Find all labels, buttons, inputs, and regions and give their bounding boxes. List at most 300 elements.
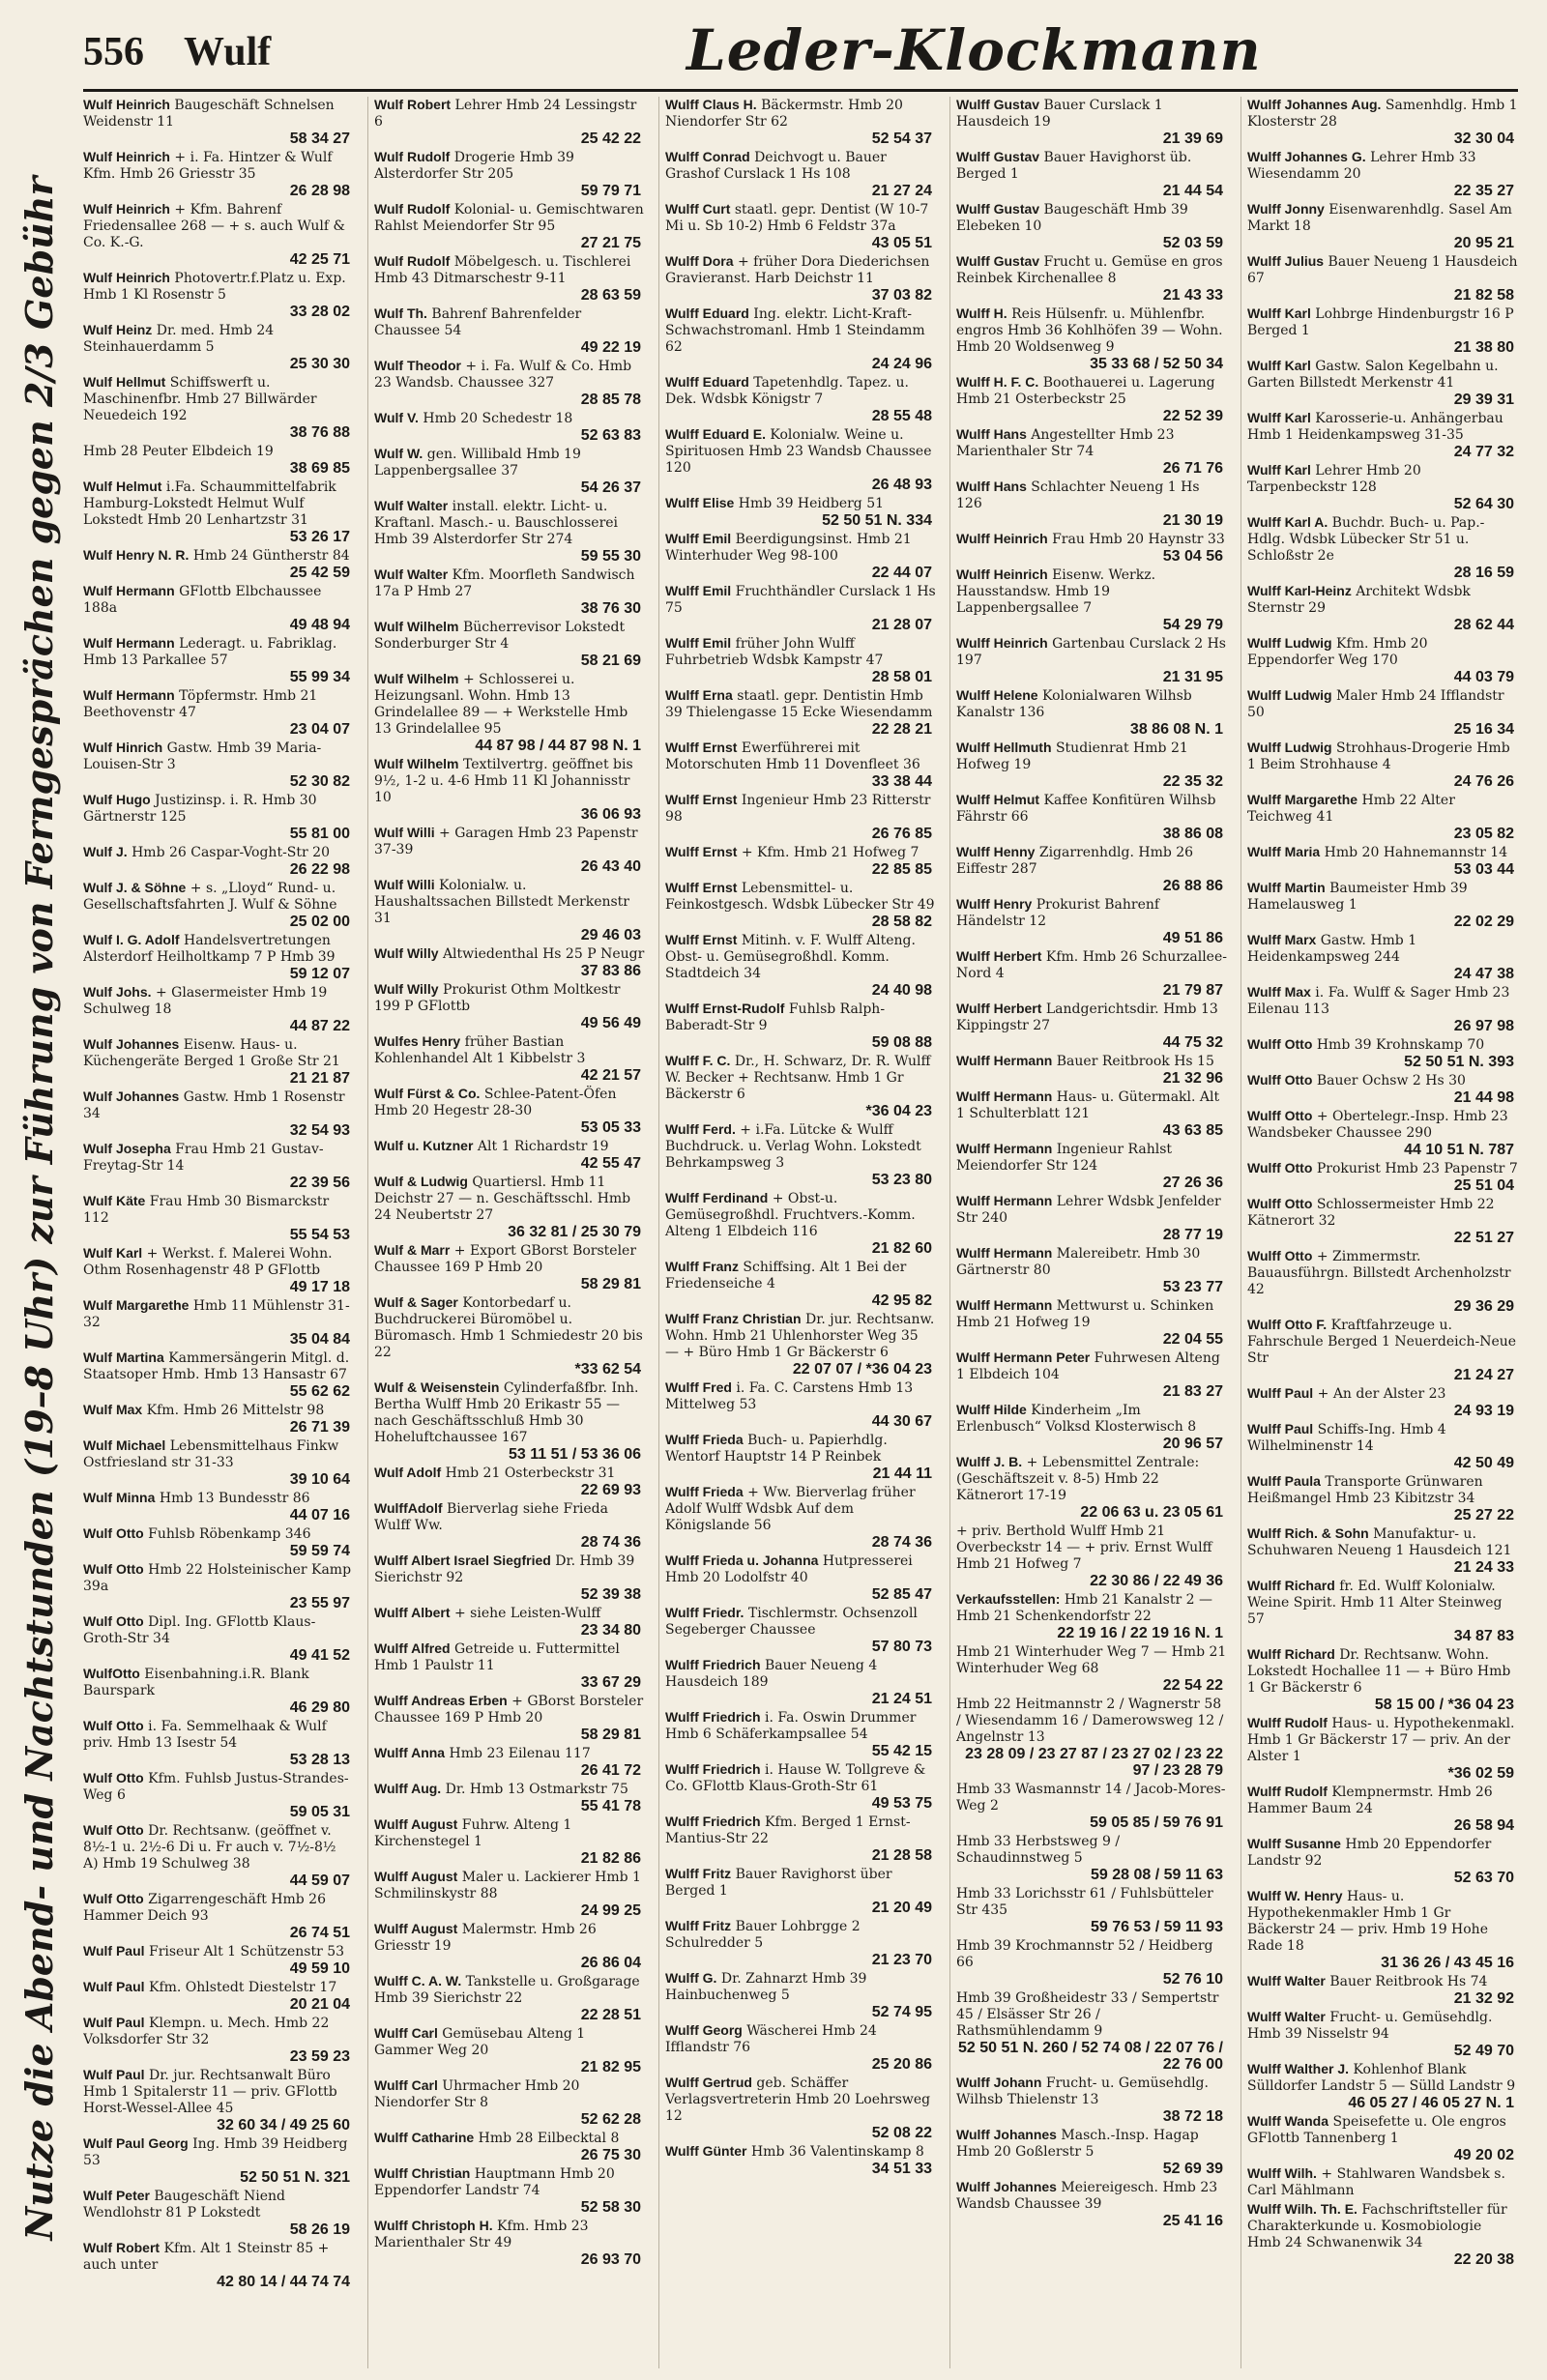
entry-phone: 21 32 96 <box>1162 1070 1223 1087</box>
directory-entry <box>374 1242 645 1292</box>
entry-phone: 44 03 79 <box>1453 669 1514 685</box>
entry-name: Wulff Anna <box>374 1745 446 1760</box>
entry-phone: 23 55 97 <box>289 1595 350 1611</box>
page-number: 556 <box>83 30 144 74</box>
directory-entry <box>665 1053 936 1119</box>
entry-name: Wulff Karl <box>1247 305 1311 321</box>
entry-phone: 42 55 47 <box>580 1155 641 1172</box>
entry-phone: 22 28 21 <box>871 721 932 738</box>
entry-phone: 54 26 37 <box>580 479 641 496</box>
directory-entry <box>956 948 1227 999</box>
entry-details: i.Fa. Schaummittelfabrik Hamburg-Lokstedt Helmut Wulf Lokstedt Hmb 20 Lenhartzstr 31 <box>83 479 336 528</box>
entry-name: Wulf Peter <box>83 2188 150 2203</box>
entry-details: Bauer Ochsw 2 Hs 30 <box>1312 1073 1466 1088</box>
directory-entry <box>374 2077 645 2128</box>
directory-entry <box>1247 1385 1518 1419</box>
entry-phone: 21 28 58 <box>871 1847 932 1864</box>
directory-entry <box>83 1822 354 1889</box>
entry-details: Dr. Hmb 13 Ostmarkstr 75 <box>441 1782 628 1797</box>
directory-entry <box>83 1088 354 1139</box>
directory-entry <box>83 984 354 1034</box>
entry-details: Haus- u. Gütermakl. Alt 1 Schulterblatt 121 <box>956 1089 1220 1121</box>
entry-name: Wulff Karl A. <box>1247 514 1328 530</box>
entry-name: Wulf Heinz <box>83 322 153 337</box>
entry-details: Kraftfahrzeuge u. Fahrschule Berged 1 Neuerdeich-Neue Str <box>1247 1318 1517 1366</box>
entry-name: Wulff Margarethe <box>1247 792 1358 807</box>
entry-name: Wulff Friedr. <box>665 1605 744 1620</box>
entry-details: Hmb 22 Heitmannstr 2 / Wagnerstr 58 / Wiesendamm 16 / Damerowsweg 12 / Angelnstr 13 <box>956 1697 1224 1745</box>
entry-details: Möbelgesch. u. Tischlerei Hmb 43 Ditmarschestr 9-11 <box>374 254 631 286</box>
entry-details: Hmb 39 Heidberg 51 <box>734 496 885 511</box>
entry-details: Dipl. Ing. GFlottb Klaus-Groth-Str 34 <box>83 1614 316 1646</box>
entry-phone: 25 16 34 <box>1453 721 1514 738</box>
entry-name: Wulff Hermann <box>956 1297 1053 1313</box>
entry-details: Dr. Rechtsanw. (geöffnet v. 8½-1 u. 2½-6 Di u. Fr auch v. 7½-8½ A) Hmb 19 Schulweg 38 <box>83 1823 336 1872</box>
directory-entry <box>83 1718 354 1768</box>
entry-phone: 44 75 32 <box>1162 1034 1223 1051</box>
entry-phone: 25 27 22 <box>1453 1507 1514 1524</box>
entry-name: Wulff Karl-Heinz <box>1247 583 1352 598</box>
entry-details: Gartenbau Curslack 2 Hs 197 <box>956 636 1226 668</box>
entry-name: Wulff August <box>374 1921 458 1936</box>
directory-entry <box>665 201 936 251</box>
column-5 <box>1241 97 1518 2368</box>
entry-details: + Stahlwaren Wandsbek s. Carl Mählmann <box>1247 2166 1505 2198</box>
entry-details: Meiereigesch. Hmb 23 Wandsb Chaussee 39 <box>956 2180 1218 2212</box>
entry-phone: 35 04 84 <box>289 1331 350 1348</box>
entry-name: Wulff Friedrich <box>665 1761 761 1777</box>
entry-phone: 58 29 81 <box>580 1727 641 1743</box>
entry-phone: 29 46 03 <box>580 927 641 943</box>
entry-name: Wulff Georg <box>665 2022 743 2038</box>
entry-details: Schlossermeister Hmb 22 Kätnerort 32 <box>1247 1197 1495 1229</box>
entry-details: GFlottb Elbchaussee 188a <box>83 584 322 616</box>
entry-details: + Lebensmittel Zentrale: (Geschäftszeit v. 8-5) Hmb 22 Kätnerort 17-19 <box>956 1455 1200 1503</box>
entry-details: Frau Hmb 20 Haynstr 33 <box>1047 532 1225 547</box>
entry-details: Kaffee Konfitüren Wilhsb Fährstr 66 <box>956 793 1216 825</box>
entry-phone: 52 39 38 <box>580 1586 641 1603</box>
entry-name: Wulff Günter <box>665 2143 747 2159</box>
entry-phone: 44 87 98 / 44 87 98 N. 1 <box>475 738 641 754</box>
directory-entry <box>1247 1473 1518 1524</box>
entry-details: Fuhrwesen Alteng 1 Elbdeich 104 <box>956 1350 1220 1382</box>
entry-phone: 42 80 14 / 44 74 74 <box>217 2274 350 2290</box>
entry-phone: 52 69 39 <box>1162 2161 1223 2177</box>
directory-entry <box>374 825 645 875</box>
entry-details: Mitinh. v. F. Wulff Alteng. Obst- u. Gemüsegroßhdl. Komm. Stadtdeich 34 <box>665 933 916 981</box>
directory-entry <box>374 149 645 199</box>
directory-entry <box>956 635 1227 685</box>
directory-entry <box>665 932 936 999</box>
directory-entry <box>83 1891 354 1941</box>
entry-name: Wulff Gustav <box>956 149 1040 164</box>
entry-details: Gastw. Hmb 39 Maria-Louisen-Str 3 <box>83 740 322 772</box>
entry-name: Wulff Richard <box>1247 1646 1335 1662</box>
entry-phone: 44 30 67 <box>871 1413 932 1430</box>
directory-entry <box>665 149 936 199</box>
entry-details: Dr. med. Hmb 24 Steinhauerdamm 5 <box>83 323 275 355</box>
entry-phone: 52 64 30 <box>1453 496 1514 512</box>
entry-details: Fruchthändler Curslack 1 Hs 75 <box>665 584 936 616</box>
entry-details: Mettwurst u. Schinken Hmb 21 Hofweg 19 <box>956 1298 1214 1330</box>
entry-name: Wulff Eduard <box>665 305 749 321</box>
entry-phone: 53 11 51 / 53 36 06 <box>508 1446 641 1463</box>
directory-entry <box>374 1379 645 1463</box>
directory-entry <box>956 1088 1227 1139</box>
directory-entry <box>1247 1973 1518 2007</box>
entry-details: Frucht- u. Gemüsehdlg. Wilhsb Thielenstr 13 <box>956 2075 1209 2107</box>
entry-phone: 23 59 23 <box>289 2048 350 2065</box>
entry-details: Wäscherei Hmb 24 Ifflandstr 76 <box>665 2023 877 2055</box>
directory-entry <box>1247 583 1518 633</box>
entry-name: Wulff Ludwig <box>1247 635 1332 651</box>
entry-phone: 54 29 79 <box>1162 617 1223 633</box>
entry-details: Hmb 21 Osterbeckstr 31 <box>441 1466 616 1481</box>
page-heading: Wulf <box>184 30 272 74</box>
entry-phone: 22 35 32 <box>1162 773 1223 790</box>
entry-phone: 38 86 08 N. 1 <box>1129 721 1223 738</box>
directory-entry <box>83 2067 354 2133</box>
directory-entry <box>665 305 936 372</box>
directory-entry <box>374 2218 645 2268</box>
entry-details: i. Hause W. Tollgreve & Co. GFlottb Klaus-Groth-Str 61 <box>665 1762 926 1794</box>
entry-phone: 53 03 44 <box>1453 861 1514 878</box>
directory-entry <box>374 1138 645 1172</box>
entry-phone: 55 54 53 <box>289 1227 350 1243</box>
entry-details: + Glasermeister Hmb 19 Schulweg 18 <box>83 985 328 1017</box>
entry-phone: 44 87 22 <box>289 1018 350 1034</box>
entry-name: Wulff Julius <box>1247 253 1325 269</box>
entry-details: Fuhlsb Ralph-Baberadt-Str 9 <box>665 1001 886 1033</box>
directory-entry <box>956 1297 1227 1348</box>
entry-phone: 55 41 78 <box>580 1798 641 1814</box>
entry-name: Wulf Hinrich <box>83 740 163 755</box>
entry-details: Tankstelle u. Großgarage Hmb 39 Sierichstr 22 <box>374 1974 640 2006</box>
directory-entry <box>956 531 1227 565</box>
entry-details: Frucht- u. Gemüsehdlg. Hmb 39 Nisselstr 94 <box>1247 2010 1493 2042</box>
entry-phone: 46 05 27 / 46 05 27 N. 1 <box>1348 2095 1514 2111</box>
entry-phone: 25 30 30 <box>289 356 350 372</box>
entry-details: früher Bastian Kohlenhandel Alt 1 Kibbelstr 3 <box>374 1034 586 1066</box>
directory-entry <box>83 583 354 633</box>
entry-details: Kfm. Ohlstedt Diestelstr 17 <box>144 1980 337 1995</box>
directory-entry <box>665 374 936 424</box>
directory-entry <box>1247 1836 1518 1886</box>
directory-entry <box>1247 358 1518 408</box>
entry-phone: 24 40 98 <box>871 982 932 999</box>
entry-details: + i. Fa. Wulf & Co. Hmb 23 Wandsb. Chaussee 327 <box>374 359 632 391</box>
entry-details: Gastw. Salon Kegelbahn u. Garten Billstedt Merkenstr 41 <box>1247 359 1499 391</box>
entry-phone: 26 48 93 <box>871 477 932 493</box>
entry-name: Wulff Hermann <box>956 1141 1053 1156</box>
entry-name: Wulf Johannes <box>83 1036 180 1052</box>
entry-phone: 55 62 62 <box>289 1383 350 1400</box>
entry-details: + Kfm. Hmb 21 Hofweg 7 <box>737 845 919 860</box>
directory-entry <box>374 97 645 147</box>
directory-entry <box>956 1402 1227 1452</box>
entry-name: Wulf Johs. <box>83 984 152 1000</box>
directory-entry <box>374 358 645 408</box>
entry-name: Wulff Max <box>1247 984 1311 1000</box>
entry-phone: 59 08 88 <box>871 1034 932 1051</box>
directory-entry <box>83 97 354 147</box>
entry-name: Wulff Catharine <box>374 2130 475 2145</box>
directory-entry <box>956 149 1227 199</box>
entry-phone: 52 85 47 <box>871 1586 932 1603</box>
entry-name: Wulf Max <box>83 1402 143 1417</box>
directory-entry <box>956 1885 1227 1935</box>
entry-details: Lehrer Hmb 24 Lessingstr 6 <box>374 98 637 130</box>
directory-entry <box>665 1605 936 1655</box>
directory-entry <box>374 1174 645 1240</box>
entry-name: Wulff Franz <box>665 1259 739 1274</box>
directory-entry <box>1247 984 1518 1034</box>
entry-phone: 44 59 07 <box>289 1872 350 1889</box>
entry-details: staatl. gepr. Dentist (W 10-7 Mi u. Sb 10-2) Hmb 6 Feldstr 37a <box>665 202 929 234</box>
entry-details: Baumeister Hmb 39 Hamelausweg 1 <box>1247 881 1468 913</box>
entry-details: + Werkst. f. Malerei Wohn. Othm Rosenhagenstr 48 P GFlottb <box>83 1246 333 1278</box>
directory-entry <box>83 1297 354 1348</box>
entry-details: Masch.-Insp. Hagap Hmb 20 Goßlerstr 5 <box>956 2128 1199 2160</box>
entry-phone: 21 27 24 <box>871 183 932 199</box>
entry-details: i. Fa. Semmelhaak & Wulf priv. Hmb 13 Isestr 54 <box>83 1719 327 1751</box>
entry-name: Wulf & Marr <box>374 1242 451 1258</box>
entry-details: Kfm. Hmb 26 Schurzallee-Nord 4 <box>956 949 1227 981</box>
entry-name: Wulf Michael <box>83 1437 166 1453</box>
entry-name: Wulff Curt <box>665 201 731 217</box>
entry-details: Getreide u. Futtermittel Hmb 1 Paulstr 11 <box>374 1641 620 1673</box>
entry-phone: 49 51 86 <box>1162 930 1223 946</box>
directory-entry <box>83 1770 354 1820</box>
directory-entry <box>374 1640 645 1691</box>
directory-entry <box>665 1709 936 1759</box>
directory-entry <box>374 1465 645 1498</box>
entry-phone: 25 41 16 <box>1162 2213 1223 2229</box>
entry-phone: 59 05 31 <box>289 1804 350 1820</box>
entry-phone: 21 31 95 <box>1162 669 1223 685</box>
entry-details: Kammersängerin Mitgl. d. Staatsoper Hmb. Hmb 13 Hansastr 67 <box>83 1350 350 1382</box>
entry-name: Wulf Adolf <box>374 1465 442 1480</box>
entry-details: + Obst-u. Gemüsegroßhdl. Fruchtvers.-Komm. Alteng 1 Elbdeich 116 <box>665 1191 916 1239</box>
entry-phone: 20 96 57 <box>1162 1436 1223 1452</box>
entry-name: Wulff Erna <box>665 687 733 703</box>
entry-details: Reis Hülsenfr. u. Mühlenfbr. engros Hmb 36 Kohlhöfen 39 — Wohn. Hmb 20 Woldsenweg 9 <box>956 306 1223 355</box>
entry-details: Ing. elektr. Licht-Kraft- Schwachstromanl. Hmb 1 Steindamm 62 <box>665 306 925 355</box>
entry-name: Wulff Gustav <box>956 201 1040 217</box>
directory-entry <box>83 1402 354 1436</box>
entry-details: Bauer Reitbrook Hs 74 <box>1325 1974 1488 1989</box>
entry-phone: 21 83 27 <box>1162 1383 1223 1400</box>
entry-phone: 59 55 30 <box>580 548 641 565</box>
entry-phone: 44 07 16 <box>289 1507 350 1524</box>
directory-entry <box>83 1525 354 1559</box>
directory-entry <box>665 253 936 304</box>
entry-phone: 53 28 13 <box>289 1752 350 1768</box>
entry-name: Wulff Helmut <box>956 792 1040 807</box>
entry-phone: 29 39 31 <box>1453 392 1514 408</box>
entry-name: Wulff Frieda <box>665 1484 744 1499</box>
column-1 <box>83 97 354 2368</box>
entry-details: Frau Hmb 21 Gustav-Freytag-Str 14 <box>83 1142 324 1174</box>
entry-name: Wulff Eduard <box>665 374 749 390</box>
entry-details: Samenhdlg. Hmb 1 Klosterstr 28 <box>1247 98 1518 130</box>
entry-phone: 28 55 48 <box>871 408 932 424</box>
entry-name: Wulff C. A. W. <box>374 1973 462 1988</box>
entry-details: i. Fa. Wulff & Sager Hmb 23 Eilenau 113 <box>1247 985 1510 1017</box>
entry-name: Wulff Ernst <box>665 880 738 895</box>
entry-name: Wulf & Sager <box>374 1294 458 1310</box>
entry-name: Wulf Rudolf <box>374 253 451 269</box>
entry-details: Bierverlag siehe Frieda Wulff Ww. <box>374 1501 608 1533</box>
directory-entry <box>956 896 1227 946</box>
entry-phone: 32 60 34 / 49 25 60 <box>217 2117 350 2133</box>
entry-details: Hmb 28 Peuter Elbdeich 19 <box>83 444 274 459</box>
entry-phone: 26 74 51 <box>289 1925 350 1941</box>
entry-details: Bauer Reitbrook Hs 15 <box>1052 1054 1214 1069</box>
entry-phone: 21 82 58 <box>1453 287 1514 304</box>
entry-name: Wulf Otto <box>83 1770 144 1785</box>
entry-phone: 28 63 59 <box>580 287 641 304</box>
entry-phone: 58 15 00 / *36 04 23 <box>1374 1697 1514 1713</box>
directory-entry <box>83 1943 354 1977</box>
entry-details: i. Fa. Oswin Drummer Hmb 6 Schäferkampsallee 54 <box>665 1710 917 1742</box>
entry-phone: 55 99 34 <box>289 669 350 685</box>
entry-phone: 35 33 68 / 52 50 34 <box>1090 356 1223 372</box>
directory-entry <box>665 1484 936 1551</box>
entry-details: Schiffs-Ing. Hmb 4 Wilhelminenstr 14 <box>1247 1422 1446 1454</box>
entry-details: Bauer Ravighorst über Berged 1 <box>665 1867 892 1899</box>
entry-phone: 25 51 04 <box>1453 1177 1514 1194</box>
entry-details: Ingenieur Rahlst Meiendorfer Str 124 <box>956 1142 1173 1174</box>
entry-name: Wulf Hermann <box>83 583 175 598</box>
entry-name: Wulf Heinrich <box>83 97 170 112</box>
directory-entry <box>956 426 1227 477</box>
entry-phone: 21 28 07 <box>871 617 932 633</box>
directory-entry <box>1247 1160 1518 1194</box>
entry-details: Justizinsp. i. R. Hmb 30 Gärtnerstr 125 <box>83 793 317 825</box>
directory-entry <box>83 687 354 738</box>
directory-entry <box>665 1866 936 1916</box>
entry-details: + GBorst Borsteler Chaussee 169 P Hmb 20 <box>374 1694 644 1726</box>
directory-entry <box>1247 462 1518 512</box>
directory-entry <box>374 1033 645 1084</box>
entry-name: Wulf Paul <box>83 1943 145 1959</box>
entry-details: Landgerichtsdir. Hmb 13 Kippingstr 27 <box>956 1001 1218 1033</box>
directory-entry <box>83 547 354 581</box>
entry-details: Bauer Curslack 1 Hausdeich 19 <box>956 98 1163 130</box>
entry-details: Hmb 11 Mühlenstr 31-32 <box>83 1298 350 1330</box>
entry-details: Hauptmann Hmb 20 Eppendorfer Landstr 74 <box>374 2166 615 2198</box>
entry-phone: 52 50 51 N. 321 <box>240 2169 350 2186</box>
entry-name: Wulff Aug. <box>374 1781 442 1796</box>
directory-entry <box>374 1553 645 1603</box>
entry-details: Hmb 28 Eilbecktal 8 <box>474 2131 620 2146</box>
directory-entry <box>956 2075 1227 2125</box>
entry-phone: 53 26 17 <box>289 529 350 545</box>
entry-name: Wulff Henry <box>956 896 1033 912</box>
entry-phone: 26 58 94 <box>1453 1817 1514 1834</box>
entry-details: Buchdr. Buch- u. Pap.-Hdlg. Wdsbk Lübecker Str 51 u. Schloßstr 2e <box>1247 515 1485 564</box>
entry-phone: 44 10 51 N. 787 <box>1404 1142 1514 1158</box>
entry-phone: 59 76 53 / 59 11 93 <box>1090 1919 1223 1935</box>
entry-name: Wulff Hilde <box>956 1402 1027 1417</box>
entry-details: Fachschriftsteller für Charakterkunde u. Kosmobiologie Hmb 24 Schwanenwik 34 <box>1247 2202 1507 2250</box>
entry-details: + siehe Leisten-Wulff <box>450 1606 601 1621</box>
entry-name: Wulff Friedrich <box>665 1709 761 1725</box>
entry-phone: 21 44 54 <box>1162 183 1223 199</box>
entry-name: Wulff Albert <box>374 1605 451 1620</box>
entry-phone: 33 67 29 <box>580 1674 641 1691</box>
directory-entry <box>665 1259 936 1309</box>
entry-details: Lehrer Hmb 20 Tarpenbeckstr 128 <box>1247 463 1421 495</box>
directory-entry <box>83 932 354 982</box>
entry-phone: 22 04 55 <box>1162 1331 1223 1348</box>
directory-entry <box>83 2240 354 2290</box>
entry-details: + s. „Lloyd“ Rund- u. Gesellschaftsfahrten J. Wulf & Söhne <box>83 881 337 913</box>
entry-name: Wulf Willi <box>374 825 435 840</box>
entry-phone: 59 59 74 <box>289 1543 350 1559</box>
entry-details: Kfm. Moorfleth Sandwisch 17a P Hmb 27 <box>374 567 635 599</box>
directory-entry <box>374 2130 645 2163</box>
entry-details: Lehrer Wdsbk Jenfelder Str 240 <box>956 1194 1221 1226</box>
directory-entry <box>374 498 645 565</box>
entry-name: Wulff Martin <box>1247 880 1326 895</box>
entry-details: Alt 1 Richardstr 19 <box>473 1139 609 1154</box>
directory-entry <box>374 1921 645 1971</box>
entry-phone: 21 20 49 <box>871 1900 932 1916</box>
entry-name: Wulff Maria <box>1247 844 1321 859</box>
entry-details: Frau Hmb 30 Bismarckstr 112 <box>83 1194 330 1226</box>
entry-phone: 38 72 18 <box>1162 2108 1223 2125</box>
directory-entry <box>83 1979 354 2013</box>
entry-details: Kolonialwaren Wilhsb Kanalstr 136 <box>956 688 1192 720</box>
entry-name: Wulff F. C. <box>665 1053 731 1068</box>
directory-entry <box>83 740 354 790</box>
directory-entry <box>665 1121 936 1188</box>
directory-entry <box>374 446 645 496</box>
entry-details: Hmb 20 Eppendorfer Landstr 92 <box>1247 1837 1492 1869</box>
directory-entry <box>83 1350 354 1400</box>
directory-entry <box>83 1245 354 1295</box>
entry-name: Wulff Jonny <box>1247 201 1325 217</box>
directory-entry <box>665 1657 936 1707</box>
entry-name: Wulff Paula <box>1247 1473 1321 1489</box>
directory-entry <box>1247 1784 1518 1834</box>
entry-name: Wulff G. <box>665 1970 717 1986</box>
entry-phone: 25 42 22 <box>580 131 641 147</box>
entry-name: WulfOtto <box>83 1666 140 1681</box>
entry-phone: 43 63 85 <box>1162 1122 1223 1139</box>
directory-entry <box>665 1190 936 1257</box>
entry-phone: 53 23 77 <box>1162 1279 1223 1295</box>
entry-phone: 21 21 87 <box>289 1070 350 1087</box>
directory-entry <box>956 2179 1227 2229</box>
directory-entry <box>665 1761 936 1812</box>
entry-phone: 32 54 93 <box>289 1122 350 1139</box>
directory-entry <box>665 880 936 930</box>
entry-name: Wulff Herbert <box>956 948 1042 964</box>
entry-phone: 49 17 18 <box>289 1279 350 1295</box>
entry-name: Wulff Franz Christian <box>665 1311 802 1326</box>
entry-phone: 22 54 22 <box>1162 1677 1223 1694</box>
directory-entry <box>83 635 354 685</box>
entry-name: Wulff W. Henry <box>1247 1888 1343 1903</box>
entry-name: Wulff Gertrud <box>665 2075 752 2090</box>
directory-entry <box>1247 305 1518 356</box>
entry-details: Dr. Hmb 39 Sierichstr 92 <box>374 1553 635 1585</box>
entry-name: Wulf Heinrich <box>83 270 170 285</box>
entry-name: Wulff Dora <box>665 253 734 269</box>
